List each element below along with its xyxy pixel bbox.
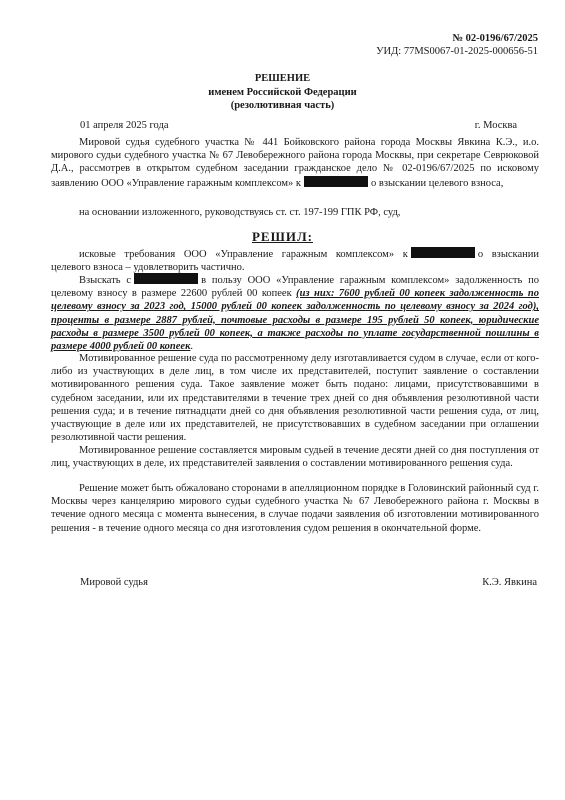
redacted-defendant <box>304 176 368 187</box>
redacted-defendant-2 <box>411 247 475 258</box>
signature-role: Мировой судья <box>80 577 148 588</box>
document-subtitle: именем Российской Федерации <box>208 87 357 98</box>
intro-tail: о взыскании целевого взноса, <box>371 177 504 189</box>
case-uid: УИД: 77MS0067-01-2025-000656-51 <box>376 46 538 57</box>
intro-paragraph <box>51 136 539 190</box>
signature-line <box>80 577 537 588</box>
intro-text: Мировой судья судебного участка № 441 Бойковского района города Москвы Явкина К.Э., и.о. мирового судьи судебного участка № 67 Левобережного района города Москвы, при секретаре Севрюковой Д.А., рассмотрев в открытом судебном заседании гражданское дело № 02-0196/67/2025 по исковому заявлению ООО «Управление гаражным комплексом» к <box>51 137 539 189</box>
redacted-defendant-3 <box>134 273 198 284</box>
claims-paragraph <box>51 247 539 274</box>
case-number: № 02-0196/67/2025 <box>452 33 538 44</box>
claims-text: исковые требования ООО «Управление гаражным комплексом» к <box>79 249 408 260</box>
appeal-paragraph: Решение может быть обжаловано сторонами в апелляционном порядке в Головинский районный суд г. Москвы через канцелярию мирового судьи судебного участка № 67 Левобережного района г. Москвы в течение одного месяца с момента вынесения, в случае подачи заявления об изготовлении мотивированного решения - в течение одного месяца со дня изготовления судом решения в окончательной форме. <box>51 483 539 534</box>
composed-paragraph: Мотивированное решение составляется мировым судьей в течение десяти дней со дня поступления от лиц, участвующих в деле, их представителей заявления о составлении мотивированного решения суда. <box>51 445 539 470</box>
decision-city: г. Москва <box>474 120 517 131</box>
decision-date: 01 апреля 2025 года <box>80 120 169 131</box>
resolved-heading: РЕШИЛ: <box>251 229 313 244</box>
recovery-end: . <box>190 341 194 353</box>
signature-name: К.Э. Явкина <box>482 577 537 588</box>
basis-paragraph: на основании изложенного, руководствуясь ст. ст. 197-199 ГПК РФ, суд, <box>79 207 401 218</box>
recovery-mid: в пользу ООО «Управление гаражным комплексом» задолженность по целевому взносу в размере 22600 рублей 00 копеек <box>51 275 539 300</box>
recovery-start: Взыскать с <box>79 275 132 286</box>
claims-end: о взыскании целевого взноса – удовлетворить частично. <box>51 249 539 274</box>
document-type: (резолютивная часть) <box>230 100 335 111</box>
document-title: РЕШЕНИЕ <box>254 73 311 84</box>
recovery-amounts: (из них: 7600 рублей 00 копеек задолженность по целевому взносу за 2023 год, 15000 рублей 00 копеек задолженность по целевому взносу за 2024 год), проценты в размере 2887 рублей, почтовые расходы в размере 195 рублей 50 копеек, юридические расходы в размере 3500 рублей 00 копеек, а также расходы по уплате государственной пошлины в размере 4000 рублей 00 копеек <box>51 288 540 353</box>
date-line <box>80 120 517 131</box>
motivated-paragraph: Мотивированное решение суда по рассмотренному делу изготавливается судом в случае, если от кого-либо из участвующих в деле лиц, в том числе их представителей, поступит заявление о составлении мотивированного решения суда. Такое заявление может быть подано: лицами, присутствовавшими в судебном заседании, или их представителями в течение трех дней со дня объявления резолютивной части решения суда; и в течение пятнадцати дней со дня объявления резолютивной части решения суда, от лиц, участвующие в деле или их представителей, не присутствовавших в судебном заседании при оглашении резолютивной части решения. <box>51 353 539 444</box>
recovery-paragraph <box>51 273 539 353</box>
